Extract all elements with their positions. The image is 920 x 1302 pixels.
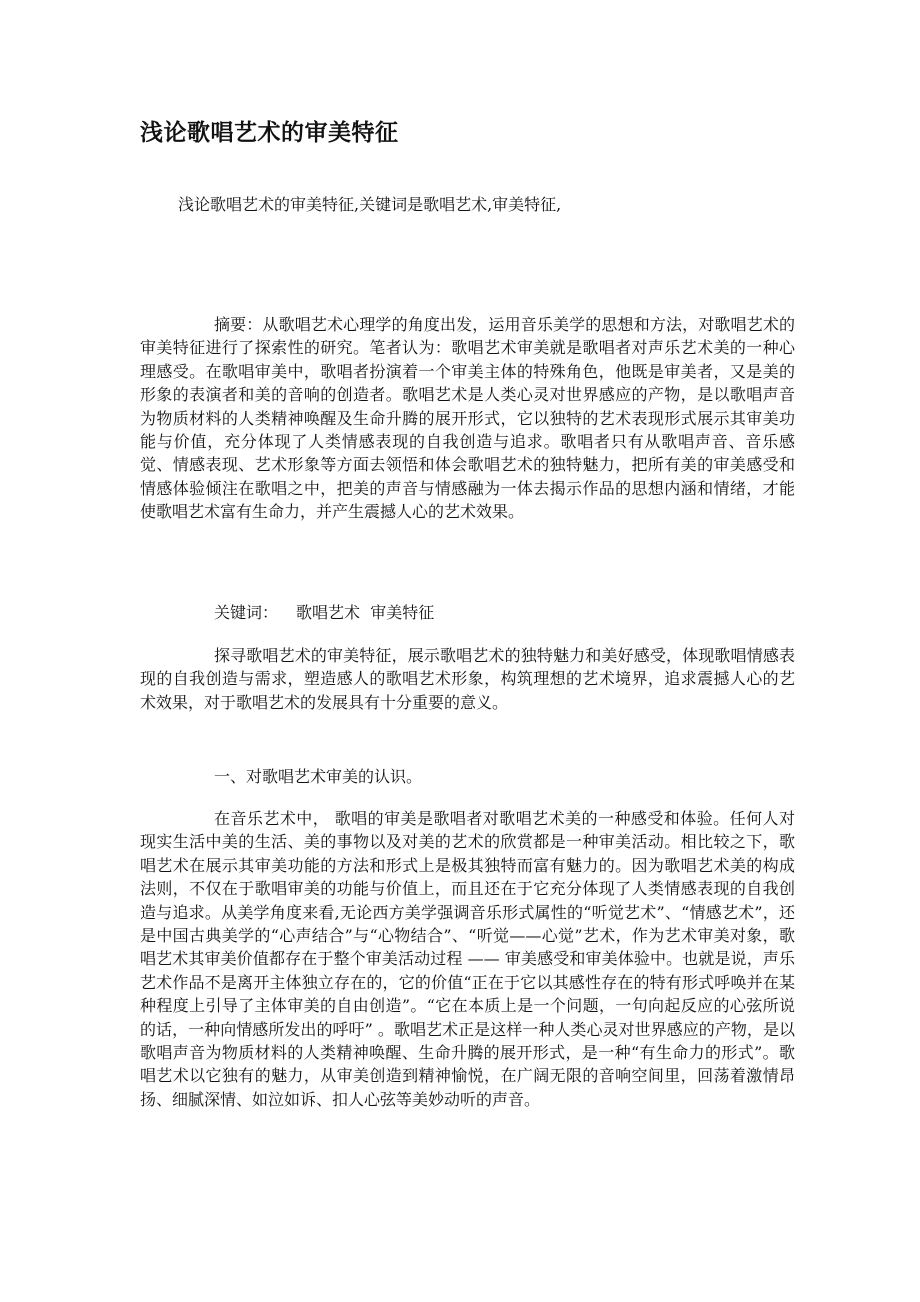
document-title: 浅论歌唱艺术的审美特征 [140, 119, 399, 146]
keyword-item: 歌唱艺术 [296, 603, 361, 622]
section-body-paragraph: 在音乐艺术中， 歌唱的审美是歌唱者对歌唱艺术美的一种感受和体验。任何人对现实生活中美的生活、美的事物以及对美的艺术的欣赏都是一种审美活动。相比较之下，歌唱艺术在展示其审美功能的方法和形式上是极其独特而富有魅力的。因为歌唱艺术美的构成法则，不仅在于歌唱审美的功能与价值上，而且还在于它充分体现了人类情感表现的自我创造与追求。从美学角度来看,无论西方美学强调音乐形式属性的“听觉艺术”、“情感艺术”，还是中国古典美学的“心声结合”与“心物结合”、“听觉——心觉”艺术，作为艺术审美对象，歌唱艺术其审美价值都存在于整个审美活动过程 —— 审美感受和审美体验中。也就是说，声乐艺术作品不是离开主体独立存在的，它的价值“正在于它以其感性存在的特有形式呼唤并在某种程度上引导了主体审美的自由创造”。“它在本质上是一个问题，一句向起反应的心弦所说的话，一种向情感所发出的呼吁” 。歌唱艺术正是这样一种人类心灵对世界感应的产物，是以歌唱声音为物质材料的人类精神唤醒、生命升腾的展开形式，是一种“有生命力的形式”。歌唱艺术以它独有的魅力，从审美创造到精神愉悦，在广阔无限的音响空间里，回荡着激情昂扬、细腻深情、如泣如诉、扣人心弦等美妙动听的声音。 [140, 809, 795, 1109]
keywords-line [214, 600, 434, 623]
abstract-paragraph: 摘要：从歌唱艺术心理学的角度出发，运用音乐美学的思想和方法，对歌唱艺术的审美特征进行了探索性的研究。笔者认为：歌唱艺术审美就是歌唱者对声乐艺术美的一种心理感受。在歌唱审美中，歌唱者扮演着一个审美主体的特殊角色，他既是审美者，又是美的形象的表演者和美的音响的创造者。歌唱艺术是人类心灵对世界感应的产物，是以歌唱声音为物质材料的人类精神唤醒及生命升腾的展开形式，它以独特的艺术表现形式展示其审美功能与价值，充分体现了人类情感表现的自我创造与追求。歌唱者只有从歌唱声音、音乐感觉、情感表现、艺术形象等方面去领悟和体会歌唱艺术的独特魅力，把所有美的审美感受和情感体验倾注在歌唱之中，把美的声音与情感融为一体去揭示作品的思想内涵和情绪，才能使歌唱艺术富有生命力，并产生震撼人心的艺术效果。 [140, 315, 795, 522]
intro-paragraph: 探寻歌唱艺术的审美特征，展示歌唱艺术的独特魅力和美好感受，体现歌唱情感表现的自我创造与需求，塑造感人的歌唱艺术形象，构筑理想的艺术境界，追求震撼人心的艺术效果，对于歌唱艺术的发展具有十分重要的意义。 [140, 646, 795, 712]
section-heading: 一、对歌唱艺术审美的认识。 [214, 767, 423, 786]
keyword-item: 审美特征 [370, 603, 435, 622]
document-subtitle: 浅论歌唱艺术的审美特征,关键词是歌唱艺术,审美特征, [178, 195, 562, 214]
keywords-label: 关键词： [214, 603, 279, 622]
